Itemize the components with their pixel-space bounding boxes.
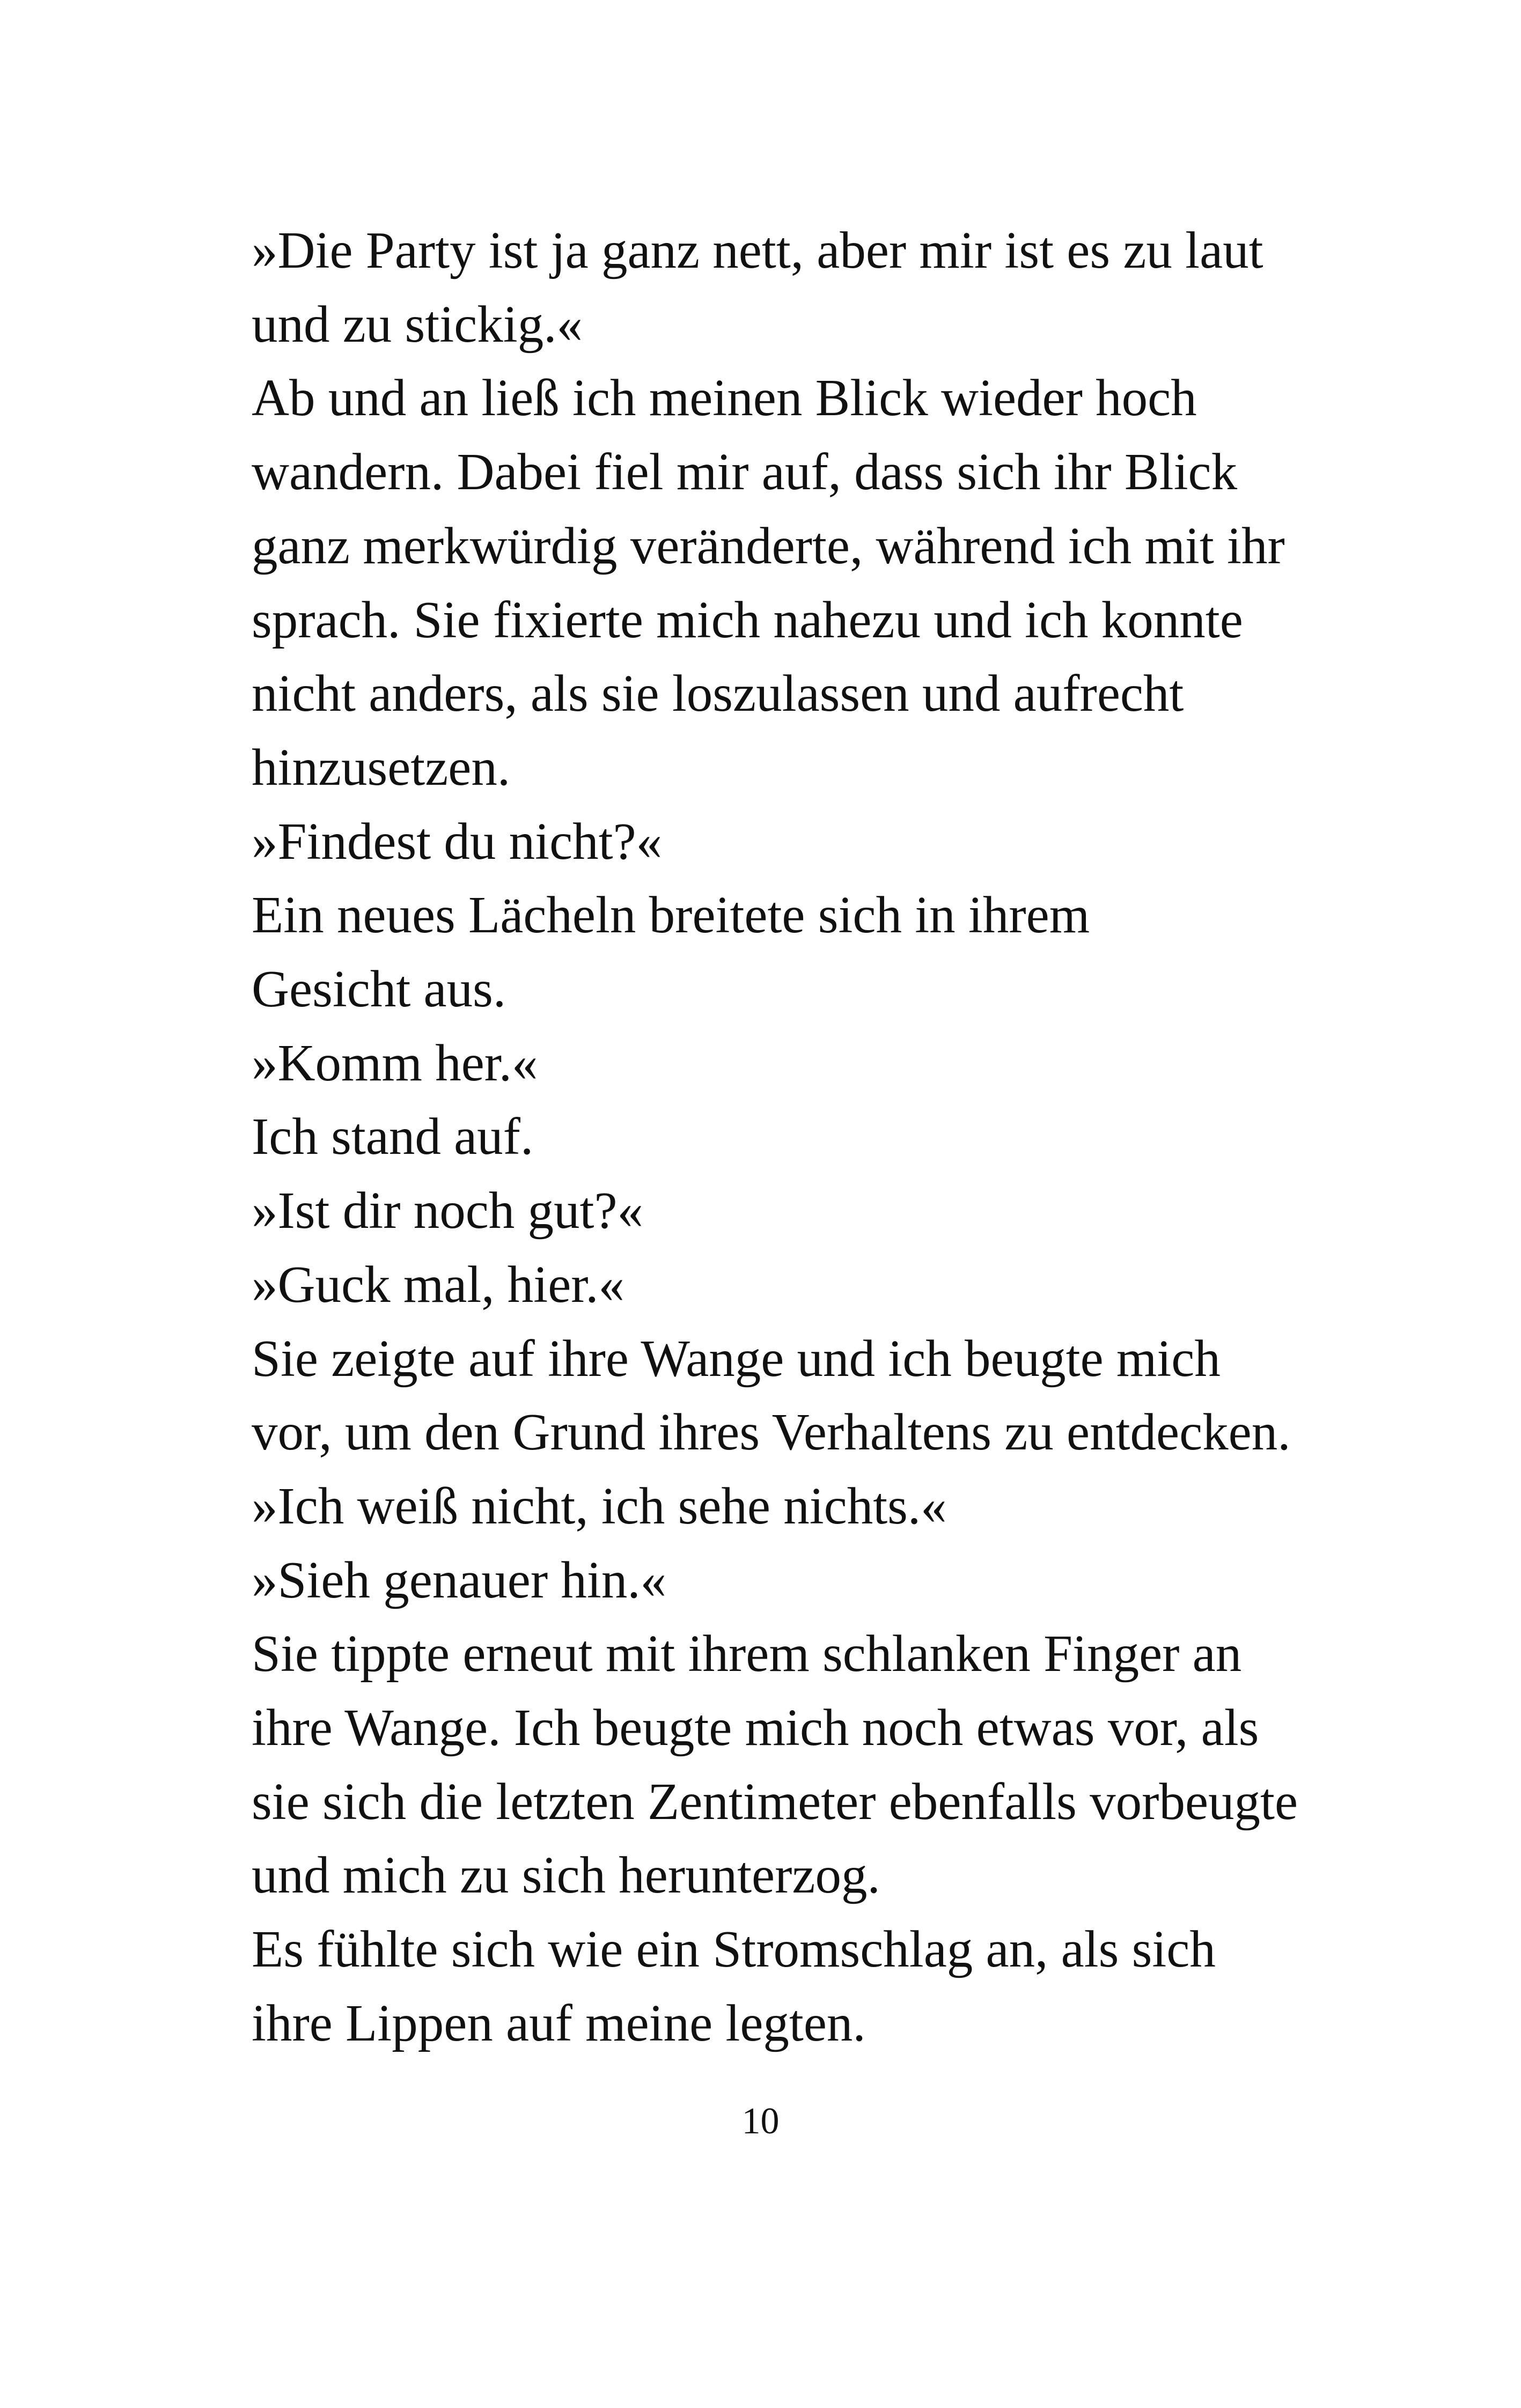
text-line: Ich stand auf. [252, 1108, 534, 1166]
text-line: Sie zeigte auf ihre Wange und ich beugte mich [252, 1329, 1221, 1387]
text-line: vor, um den Grund ihres Verhaltens zu entdecken. [252, 1403, 1291, 1461]
text-line: und mich zu sich herunterzog. [252, 1846, 880, 1904]
paragraph [189, 1174, 1337, 1248]
text-line: hinzusetzen. [252, 738, 511, 796]
text-line: »Findest du nicht?« [252, 812, 663, 870]
text-line: ihre Lippen auf meine legten. [252, 1994, 866, 2052]
text-line: Gesicht aus. [252, 960, 506, 1018]
text-line: wandern. Dabei fiel mir auf, dass sich ihr Blick [252, 443, 1238, 501]
paragraph [189, 1322, 1337, 1469]
paragraph [189, 1543, 1337, 1617]
text-line: sprach. Sie fixierte mich nahezu und ich konnte [252, 591, 1243, 649]
body-text [189, 213, 1337, 2060]
text-line: Ab und an ließ ich meinen Blick wieder hoch [252, 369, 1197, 427]
text-line: »Komm her.« [252, 1034, 538, 1092]
paragraph [189, 1617, 1337, 1912]
paragraph [189, 805, 1337, 879]
paragraph [189, 1248, 1337, 1322]
text-line: »Ich weiß nicht, ich sehe nichts.« [252, 1477, 947, 1535]
text-line: »Die Party ist ja ganz nett, aber mir ist es zu laut [252, 222, 1263, 279]
paragraph [189, 1100, 1337, 1174]
paragraph [189, 878, 1337, 1026]
text-line: Es fühlte sich wie ein Stromschlag an, als sich [252, 1920, 1216, 1978]
text-line: Sie tippte erneut mit ihrem schlanken Finger an [252, 1625, 1242, 1683]
text-line: nicht anders, als sie loszulassen und aufrecht [252, 665, 1184, 723]
paragraph [189, 213, 1337, 361]
paragraph [189, 361, 1337, 804]
paragraph [189, 1469, 1337, 1543]
text-line: ihre Wange. Ich beugte mich noch etwas vor, als [252, 1699, 1259, 1757]
text-line: und zu stickig.« [252, 295, 583, 353]
text-line: sie sich die letzten Zentimeter ebenfalls vorbeugte [252, 1772, 1298, 1830]
paragraph [189, 1912, 1337, 2060]
text-line: ganz merkwürdig veränderte, während ich mit ihr [252, 517, 1285, 575]
text-line: Ein neues Lächeln breitete sich in ihrem [252, 886, 1090, 944]
text-line: »Guck mal, hier.« [252, 1255, 625, 1313]
page-number: 10 [741, 2101, 780, 2142]
text-line: »Ist dir noch gut?« [252, 1182, 644, 1240]
paragraph [189, 1026, 1337, 1100]
text-line: »Sieh genauer hin.« [252, 1551, 667, 1609]
